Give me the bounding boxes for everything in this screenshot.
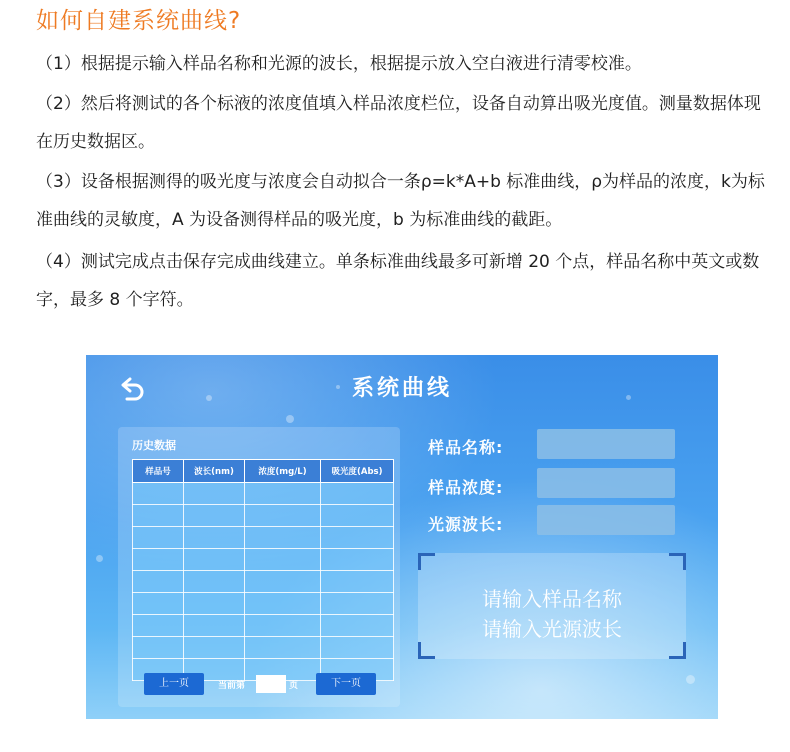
frame-corner bbox=[669, 553, 686, 570]
table-row bbox=[133, 483, 394, 505]
table-cell bbox=[184, 637, 245, 659]
table-cell bbox=[184, 505, 245, 527]
sample-name-label: 样品名称: bbox=[428, 438, 504, 457]
bubble-decoration bbox=[286, 415, 294, 423]
pager bbox=[118, 673, 400, 697]
hint-wavelength: 请输入光源波长 bbox=[482, 617, 622, 641]
table-cell bbox=[321, 527, 394, 549]
device-screen bbox=[86, 355, 718, 719]
sample-concentration-label: 样品浓度: bbox=[428, 478, 504, 497]
table-cell bbox=[321, 549, 394, 571]
page-number-input[interactable] bbox=[256, 675, 286, 693]
table-row bbox=[133, 637, 394, 659]
table-cell bbox=[133, 549, 184, 571]
bubble-decoration bbox=[96, 555, 103, 562]
table-cell bbox=[245, 527, 321, 549]
hint-panel bbox=[418, 553, 686, 659]
table-cell bbox=[133, 571, 184, 593]
table-cell bbox=[133, 637, 184, 659]
table-cell bbox=[245, 615, 321, 637]
table-cell bbox=[245, 571, 321, 593]
sample-concentration-input[interactable] bbox=[537, 468, 675, 498]
history-panel bbox=[118, 427, 400, 707]
table-row bbox=[133, 615, 394, 637]
table-cell bbox=[184, 571, 245, 593]
bubble-decoration bbox=[686, 675, 695, 684]
table-cell bbox=[184, 593, 245, 615]
table-cell bbox=[184, 615, 245, 637]
paragraph-4: （4）测试完成点击保存完成曲线建立。单条标准曲线最多可新增 20 个点，样品名称中英文或数字，最多 8 个字符。 bbox=[36, 252, 760, 310]
hint-sample-name: 请输入样品名称 bbox=[482, 587, 622, 611]
table-cell bbox=[245, 637, 321, 659]
column-header: 浓度(mg/L) bbox=[245, 460, 321, 483]
table-cell bbox=[245, 483, 321, 505]
table-cell bbox=[133, 615, 184, 637]
table-cell bbox=[321, 483, 394, 505]
wavelength-label: 光源波长: bbox=[428, 515, 504, 534]
table-cell bbox=[133, 483, 184, 505]
table-cell bbox=[321, 571, 394, 593]
table-cell bbox=[133, 527, 184, 549]
history-table bbox=[132, 459, 394, 681]
page-label-prefix: 当前第 bbox=[218, 681, 246, 691]
table-cell bbox=[133, 593, 184, 615]
table-row bbox=[133, 527, 394, 549]
history-title: 历史数据 bbox=[132, 439, 176, 452]
column-header: 样品号 bbox=[133, 460, 184, 483]
screen-title: 系统曲线 bbox=[351, 376, 452, 401]
paragraph-2: （2）然后将测试的各个标液的浓度值填入样品浓度栏位，设备自动算出吸光度值。测量数据体现在历史数据区。 bbox=[36, 94, 761, 152]
frame-corner bbox=[418, 553, 435, 570]
table-cell bbox=[184, 527, 245, 549]
history-table-body bbox=[133, 483, 394, 681]
prev-page-button[interactable]: 上一页 bbox=[144, 673, 204, 695]
frame-corner bbox=[418, 642, 435, 659]
paragraph-1: （1）根据提示输入样品名称和光源的波长，根据提示放入空白液进行清零校准。 bbox=[36, 54, 642, 74]
table-cell bbox=[321, 593, 394, 615]
column-header: 吸光度(Abs) bbox=[321, 460, 394, 483]
page-label-suffix: 页 bbox=[289, 681, 299, 691]
table-cell bbox=[184, 549, 245, 571]
article-title: 如何自建系统曲线? bbox=[36, 8, 242, 34]
table-row bbox=[133, 505, 394, 527]
wavelength-input[interactable] bbox=[537, 505, 675, 535]
table-cell bbox=[133, 505, 184, 527]
frame-corner bbox=[669, 642, 686, 659]
table-row bbox=[133, 571, 394, 593]
sample-name-input[interactable] bbox=[537, 429, 675, 459]
table-cell bbox=[321, 615, 394, 637]
table-row bbox=[133, 549, 394, 571]
table-cell bbox=[245, 549, 321, 571]
table-cell bbox=[321, 505, 394, 527]
column-header: 波长(nm) bbox=[184, 460, 245, 483]
table-cell bbox=[245, 593, 321, 615]
table-cell bbox=[245, 505, 321, 527]
table-cell bbox=[184, 483, 245, 505]
next-page-button[interactable]: 下一页 bbox=[316, 673, 376, 695]
paragraph-3: （3）设备根据测得的吸光度与浓度会自动拟合一条ρ=k*A+b 标准曲线，ρ为样品的浓度，k为标准曲线的灵敏度，A 为设备测得样品的吸光度，b 为标准曲线的截距。 bbox=[36, 172, 765, 230]
table-row bbox=[133, 593, 394, 615]
table-cell bbox=[321, 637, 394, 659]
